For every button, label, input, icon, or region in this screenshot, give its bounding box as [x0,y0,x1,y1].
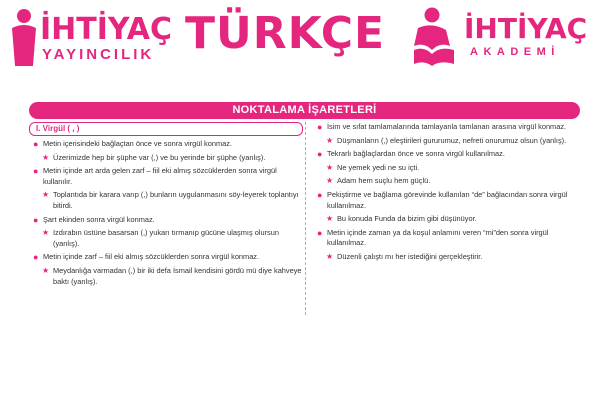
right-brand-name: İHTİYAÇ [464,12,588,45]
example-item: ★ Izdırabın üstüne basarsan (,) yukarı tırmanıp gücüne ulaşmış olursun (yanlış). [42,228,279,248]
star-icon: ★ [326,214,334,224]
star-icon: ★ [326,251,334,261]
rule-item: ● Metin içerisindeki bağlaçtan önce ve sonra virgül konmaz. [33,139,232,149]
ihtiyac-akademi-logo [410,4,596,74]
example-item: ★ Adam hem suçlu hem güçlü. [326,176,431,186]
person-figure-icon [6,6,42,70]
star-icon: ★ [42,265,50,275]
rule-item: ● Şart ekinden sonra virgül konmaz. [33,214,155,225]
example-item: ★ Düzenli çalıştı mı her istediğini gerçekleştirir. [326,251,483,261]
column-divider [305,122,306,315]
star-icon: ★ [326,135,334,145]
left-column [29,122,303,290]
rule-item: ● İsim ve sıfat tamlamalarında tamlayanla tamlanan arasına virgül konmaz. [317,122,567,132]
example-item: ★ Bu konuda Funda da bizim gibi düşünüyor. [326,214,477,224]
ihtiyac-yayincilik-logo [6,4,176,70]
star-icon: ★ [42,190,50,200]
bullet-icon: ● [33,214,39,225]
rule-item: ● Pekiştirme ve bağlama görevinde kullanılan “de” bağlacından sonra virgül kullanılmaz. [317,189,568,210]
rule-item: ● Metin içinde zaman ya da koşul anlamını veren “mi”den sonra virgül kullanılmaz. [317,227,549,248]
topic-banner: NOKTALAMA İŞARETLERİ [29,102,580,119]
example-item: ★ Üzerimizde hep bir şüphe var (,) ve bu yerinde bir şüphe (yanlış). [42,152,266,162]
bullet-icon: ● [33,166,39,177]
bullet-icon: ● [317,149,323,160]
rule-item: ● Metin içinde zarf – fiil eki almış sözcüklerden sonra virgül konmaz. [33,252,260,263]
left-brand-name: İHTİYAÇ [40,12,172,47]
right-brand-sub: AKADEMİ [470,46,560,58]
star-icon: ★ [326,162,334,172]
bullet-icon: ● [317,189,323,200]
bullet-icon: ● [317,122,323,132]
rule-item: ● Tekrarlı bağlaçlardan önce ve sonra virgül kullanılmaz. [317,149,505,160]
star-icon: ★ [42,228,50,238]
rule-item: ● Metin içinde art arda gelen zarf – fiil eki almış sözcüklerden sonra virgül kullanılır. [33,166,277,186]
example-item: ★ Toplantıda bir karara varıp (,) bunların uygulanmasını söy-leyerek toplantıyı bitirdi. [42,190,299,210]
bullet-icon: ● [317,227,323,238]
bullet-icon: ● [33,139,39,149]
example-item: ★ Meydanlığa varmadan (,) bir iki defa İsmail kendisini gördü mü diye kahveye baktı (yanlış). [42,265,302,286]
right-column [313,122,581,266]
left-brand-sub: YAYINCILIK [42,46,155,63]
page-header [0,0,600,80]
subject-title: TÜRKÇE [185,8,386,59]
example-item: ★ Ne yemek yedi ne su içti. [326,162,420,172]
star-icon: ★ [42,152,50,162]
reading-person-icon [410,6,462,68]
bullet-icon: ● [33,252,39,263]
section-title: I. Virgül ( , ) [29,122,303,136]
star-icon: ★ [326,176,334,186]
example-item: ★ Düşmanların (,) eleştirileri gururumuz, nefreti onurumuz olsun (yanlış). [326,135,567,145]
